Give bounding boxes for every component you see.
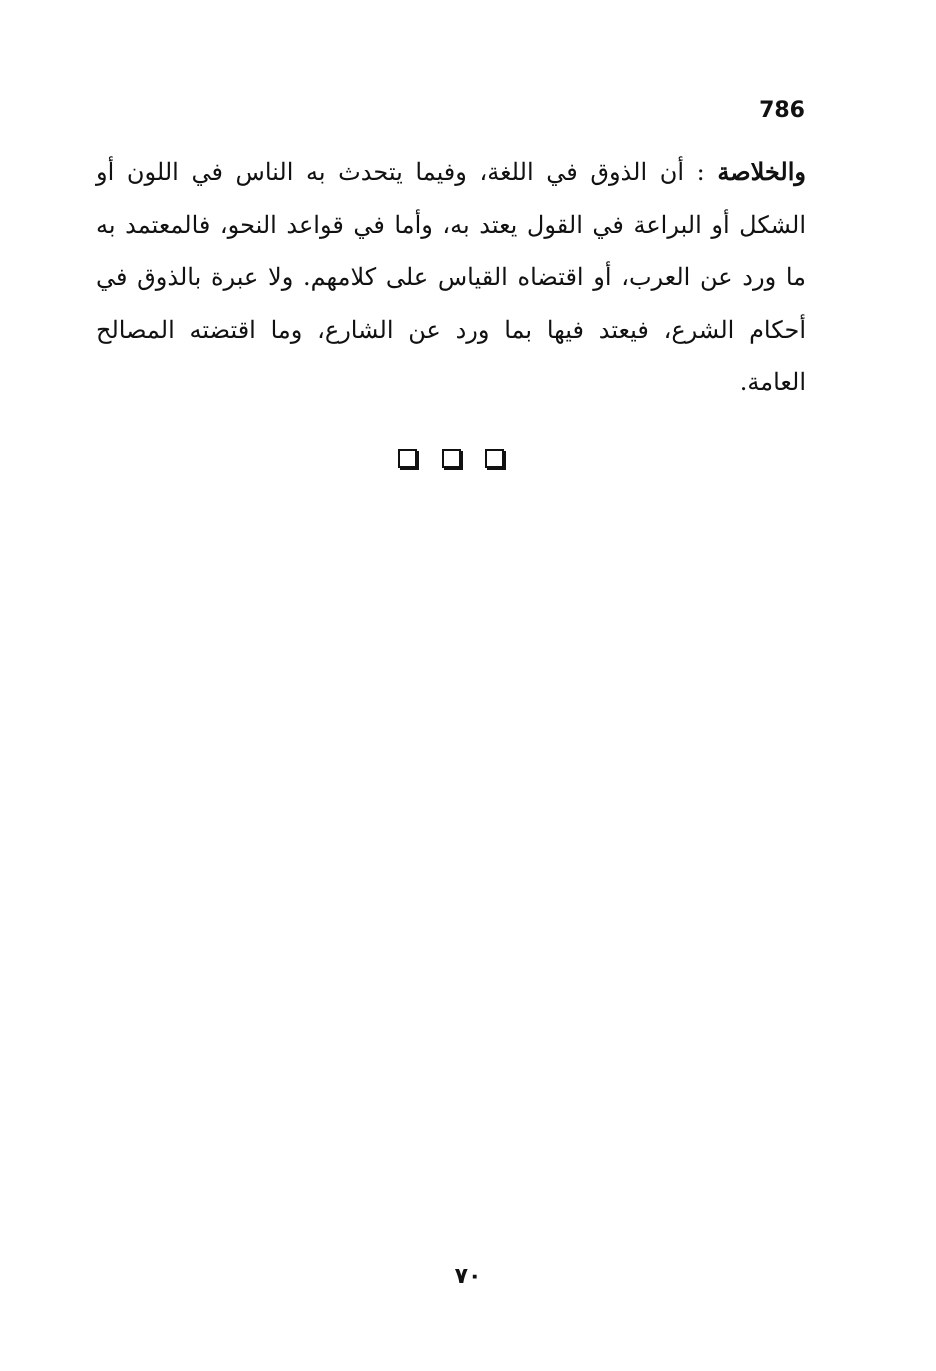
square-ornament-icon [442, 449, 461, 468]
square-ornament-icon [398, 449, 417, 468]
page-number-bottom: ٧٠ [454, 1264, 482, 1289]
paragraph-text: : أن الذوق في اللغة، وفيما يتحدث به الناس في اللون أو الشكل أو البراعة في القول يعتد به، وأما في قواعد النحو، فالمعتمد به ما ورد عن العرب، أو اقتضاه القياس على كلامهم. ولا عبرة بالذوق في أحكام الشرع، فيعتد فيها بما ورد عن الشارع، وما اقتضته المصالح العامة. [96, 158, 806, 396]
paragraph-lead: والخلاصة [717, 157, 806, 186]
square-ornament-icon [485, 449, 504, 468]
section-divider [398, 444, 504, 472]
body-paragraph [96, 146, 806, 409]
page-number-top: 786 [759, 98, 805, 123]
